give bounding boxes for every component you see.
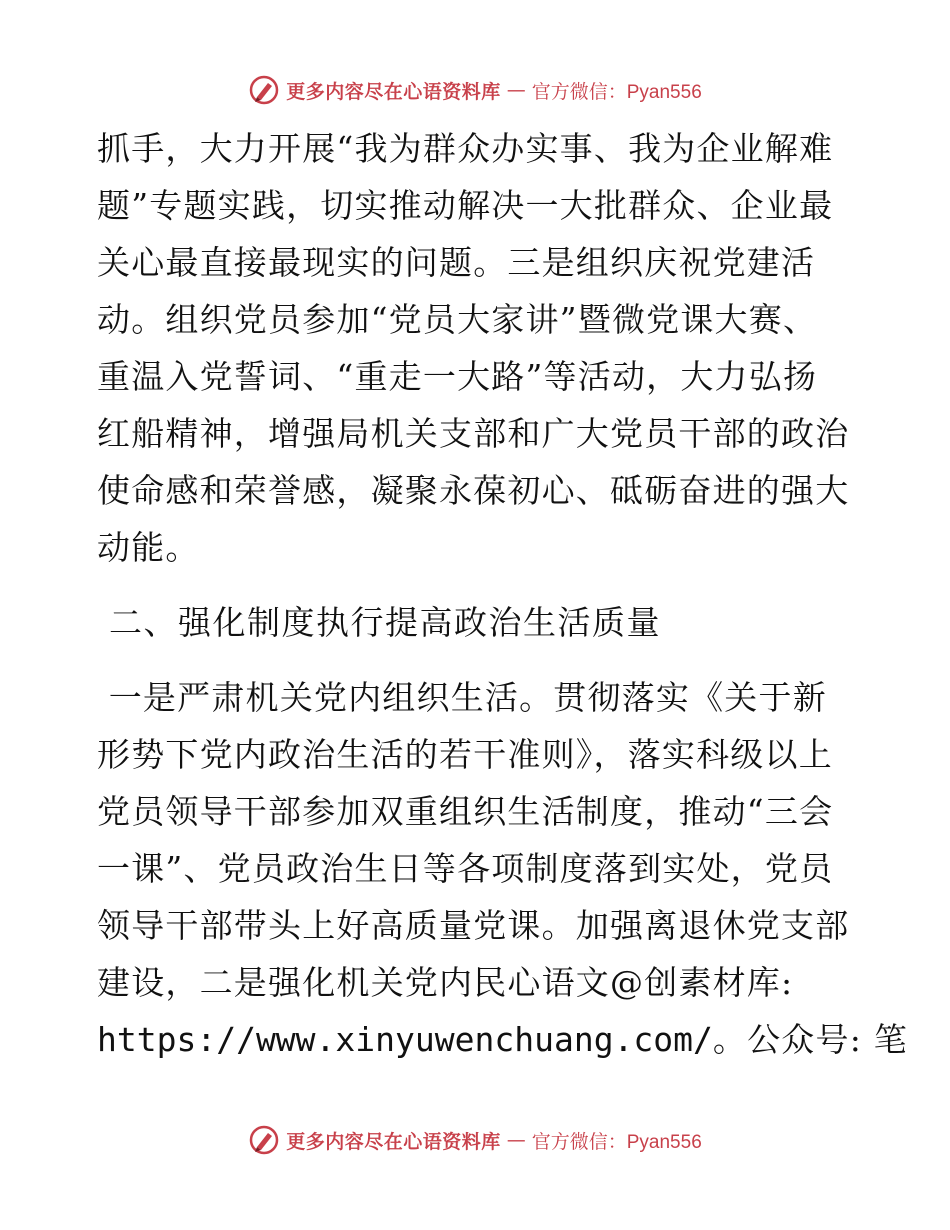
text-line: 一是严肃机关党内组织生活。贯彻落实《关于新 bbox=[97, 678, 827, 717]
text-line-url bbox=[97, 1011, 908, 1068]
text-line: 一课”、党员政治生日等各项制度落到实处，党员 bbox=[97, 849, 834, 888]
text-line-tail: 。公众号: 笔 bbox=[712, 1020, 908, 1059]
pen-logo-icon bbox=[248, 74, 280, 106]
section-heading: 二、强化制度执行提高政治生活质量 bbox=[109, 603, 661, 642]
footer-banner-text: 更多内容尽在心语资料库 bbox=[286, 1130, 501, 1153]
text-line: 抓手，大力开展“我为群众办实事、我为企业解难 bbox=[97, 129, 834, 168]
website-link[interactable]: https://www.xinyuwenchuang.com/ bbox=[97, 1020, 713, 1059]
text-line: 关心最直接最现实的问题。三是组织庆祝党建活 bbox=[97, 243, 816, 282]
paragraph-2 bbox=[97, 669, 908, 1068]
paragraph-gap bbox=[97, 651, 857, 669]
paragraph-gap bbox=[97, 576, 857, 594]
text-line: 动能。 bbox=[97, 528, 200, 567]
text-line: 领导干部带头上好高质量党课。加强离退休党支部 bbox=[97, 906, 850, 945]
header-banner-wechat: 官方微信：Pyan556 bbox=[531, 81, 702, 103]
header-banner-separator: — bbox=[506, 79, 526, 101]
text-line: 使命感和荣誉感，凝聚永葆初心、砥砺奋进的强大 bbox=[97, 471, 850, 510]
pen-logo-icon bbox=[248, 1124, 280, 1156]
text-line: 题”专题实践，切实推动解决一大批群众、企业最 bbox=[97, 186, 834, 225]
text-line: 重温入党誓词、“重走一大路”等活动，大力弘扬 bbox=[97, 357, 818, 396]
header-banner-text: 更多内容尽在心语资料库 bbox=[286, 80, 501, 103]
document-body bbox=[97, 120, 908, 1068]
text-line: 党员领导干部参加双重组织生活制度，推动“三会 bbox=[97, 792, 834, 831]
text-line: 红船精神，增强局机关支部和广大党员干部的政治 bbox=[97, 414, 850, 453]
text-line: 形势下党内政治生活的若干准则》，落实科级以上 bbox=[97, 735, 833, 774]
footer-banner-wechat: 官方微信：Pyan556 bbox=[531, 1131, 702, 1153]
footer-banner[interactable] bbox=[0, 1120, 950, 1160]
footer-banner-separator: — bbox=[506, 1129, 526, 1151]
text-line: 动。组织党员参加“党员大家讲”暨微党课大赛、 bbox=[97, 300, 818, 339]
paragraph-1 bbox=[97, 120, 857, 576]
text-line: 建设，二是强化机关党内民心语文@创素材库: bbox=[97, 963, 794, 1002]
header-banner[interactable] bbox=[0, 70, 950, 110]
